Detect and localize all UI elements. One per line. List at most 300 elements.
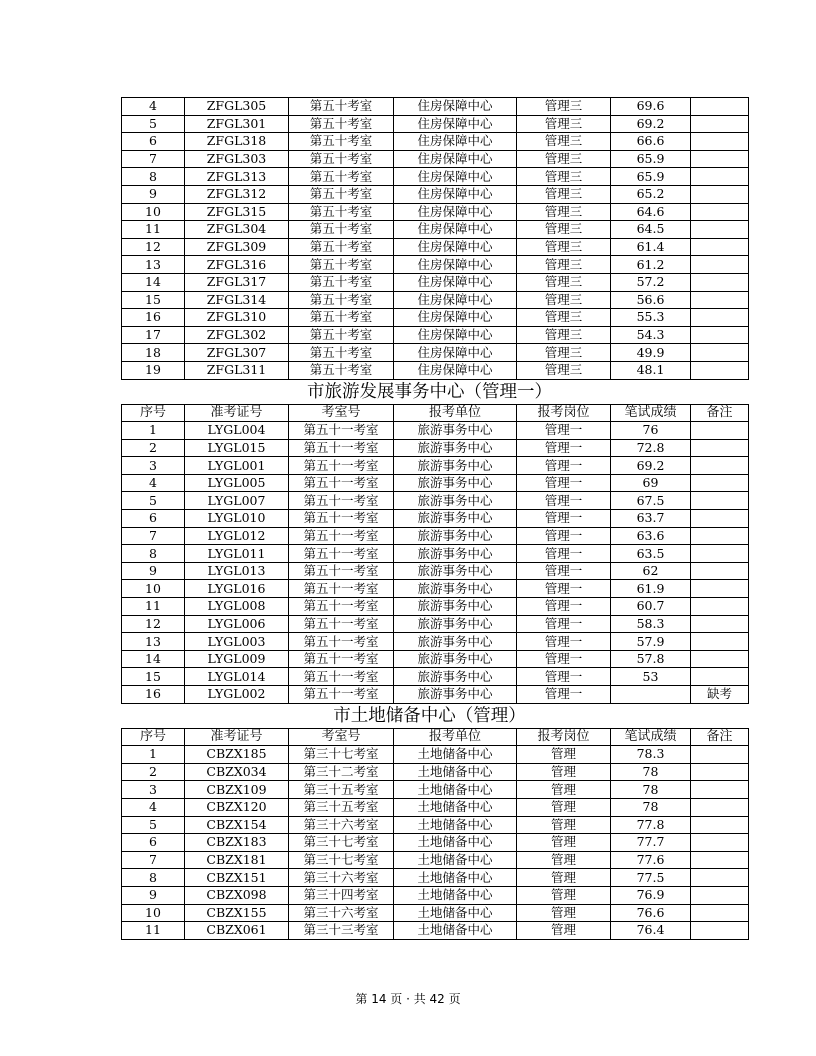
table-cell: 第五十一考室 <box>289 527 394 545</box>
table-cell: LYGL007 <box>185 492 289 510</box>
table-cell: 57.2 <box>611 273 691 291</box>
section-title: 市土地储备中心（管理） <box>333 705 526 726</box>
table-row <box>122 238 749 256</box>
table-cell <box>691 492 749 510</box>
table-cell: 旅游事务中心 <box>394 562 517 580</box>
table-cell: 78 <box>611 798 691 816</box>
table-cell: CBZX154 <box>185 816 289 834</box>
table-cell <box>691 886 749 904</box>
table-cell: 旅游事务中心 <box>394 615 517 633</box>
table-row <box>122 922 749 940</box>
table-cell: 5 <box>122 115 185 133</box>
table-cell: 管理一 <box>517 422 611 440</box>
table-cell: ZFGL304 <box>185 221 289 239</box>
table-row <box>122 439 749 457</box>
table-cell: 旅游事务中心 <box>394 686 517 704</box>
table-cell: 第五十考室 <box>289 326 394 344</box>
table-cell: 64.5 <box>611 221 691 239</box>
table-cell: 管理 <box>517 798 611 816</box>
table-cell: 管理 <box>517 851 611 869</box>
table-cell: 管理一 <box>517 615 611 633</box>
column-header: 笔试成绩 <box>611 404 691 422</box>
table-row <box>122 834 749 852</box>
table-cell <box>691 150 749 168</box>
table-cell: 住房保障中心 <box>394 309 517 327</box>
column-header: 报考岗位 <box>517 404 611 422</box>
table-cell: 管理三 <box>517 273 611 291</box>
table-cell: 第五十一考室 <box>289 439 394 457</box>
table-cell: 11 <box>122 221 185 239</box>
table-cell: 土地储备中心 <box>394 816 517 834</box>
table-cell: 管理三 <box>517 221 611 239</box>
table-cell: 56.6 <box>611 291 691 309</box>
table-row <box>122 763 749 781</box>
table-cell: 55.3 <box>611 309 691 327</box>
table-row <box>122 562 749 580</box>
table-cell: LYGL010 <box>185 510 289 528</box>
table-cell <box>691 168 749 186</box>
table-cell <box>691 851 749 869</box>
table-cell: 63.7 <box>611 510 691 528</box>
table-cell: 管理 <box>517 904 611 922</box>
document-page <box>121 97 738 940</box>
table-cell: 61.2 <box>611 256 691 274</box>
table-cell: 7 <box>122 150 185 168</box>
table-cell: 16 <box>122 686 185 704</box>
table-row <box>122 115 749 133</box>
table-cell <box>691 422 749 440</box>
table-cell: 2 <box>122 763 185 781</box>
table-cell: LYGL012 <box>185 527 289 545</box>
table-cell: 住房保障中心 <box>394 221 517 239</box>
score-table <box>121 97 749 380</box>
table-cell: 第三十七考室 <box>289 746 394 764</box>
table-cell: CBZX155 <box>185 904 289 922</box>
table-cell: 7 <box>122 527 185 545</box>
table-cell <box>691 562 749 580</box>
table-cell: 65.9 <box>611 150 691 168</box>
table-row <box>122 150 749 168</box>
table-cell: LYGL008 <box>185 598 289 616</box>
table-cell: 旅游事务中心 <box>394 598 517 616</box>
table-cell: 管理一 <box>517 527 611 545</box>
table-cell <box>691 834 749 852</box>
table-cell: LYGL009 <box>185 650 289 668</box>
table-cell: 18 <box>122 344 185 362</box>
table-cell: 住房保障中心 <box>394 150 517 168</box>
table-cell: 7 <box>122 851 185 869</box>
table-cell: 土地储备中心 <box>394 834 517 852</box>
table-header-row <box>122 728 749 746</box>
table-cell: 住房保障中心 <box>394 291 517 309</box>
table-cell: 住房保障中心 <box>394 203 517 221</box>
table-cell: 住房保障中心 <box>394 344 517 362</box>
table-cell: 土地储备中心 <box>394 763 517 781</box>
table-row <box>122 816 749 834</box>
page-footer: 第 14 页 · 共 42 页 <box>355 992 461 1006</box>
table-cell: 管理一 <box>517 474 611 492</box>
table-row <box>122 221 749 239</box>
table-cell: 49.9 <box>611 344 691 362</box>
table-cell: 管理三 <box>517 168 611 186</box>
table-cell: 第五十一考室 <box>289 598 394 616</box>
table-cell: LYGL011 <box>185 545 289 563</box>
table-cell: 11 <box>122 598 185 616</box>
table-row <box>122 746 749 764</box>
table-cell: ZFGL305 <box>185 98 289 116</box>
table-cell: 6 <box>122 834 185 852</box>
table-cell: CBZX120 <box>185 798 289 816</box>
table-cell: ZFGL317 <box>185 273 289 291</box>
table-cell: 6 <box>122 133 185 151</box>
table-cell: 住房保障中心 <box>394 168 517 186</box>
table-cell: 住房保障中心 <box>394 273 517 291</box>
table-cell: 第五十考室 <box>289 98 394 116</box>
table-cell: 第五十一考室 <box>289 422 394 440</box>
table-cell <box>691 615 749 633</box>
table-cell: ZFGL310 <box>185 309 289 327</box>
table-row <box>122 457 749 475</box>
table-cell: 管理三 <box>517 238 611 256</box>
table-cell: 旅游事务中心 <box>394 492 517 510</box>
table-cell: 第五十一考室 <box>289 457 394 475</box>
table-cell: 76.9 <box>611 886 691 904</box>
table-cell: 土地储备中心 <box>394 798 517 816</box>
table-cell: 78 <box>611 763 691 781</box>
table-cell: 第五十考室 <box>289 203 394 221</box>
table-cell: 53 <box>611 668 691 686</box>
table-cell: 17 <box>122 326 185 344</box>
table-cell: 6 <box>122 510 185 528</box>
table-cell: 管理三 <box>517 361 611 379</box>
table-cell: 缺考 <box>691 686 749 704</box>
table-cell <box>691 221 749 239</box>
table-cell: 54.3 <box>611 326 691 344</box>
table-cell: 第五十考室 <box>289 150 394 168</box>
table-cell: 第五十考室 <box>289 361 394 379</box>
table-cell <box>691 668 749 686</box>
table-cell: 旅游事务中心 <box>394 474 517 492</box>
score-table <box>121 404 749 704</box>
table-cell: ZFGL309 <box>185 238 289 256</box>
table-cell: 77.7 <box>611 834 691 852</box>
table-cell: LYGL006 <box>185 615 289 633</box>
table-cell <box>691 439 749 457</box>
table-cell: 第三十六考室 <box>289 816 394 834</box>
table-cell <box>691 133 749 151</box>
table-row <box>122 668 749 686</box>
table-cell: 1 <box>122 746 185 764</box>
table-cell: 第三十五考室 <box>289 781 394 799</box>
table-row <box>122 580 749 598</box>
table-row <box>122 904 749 922</box>
table-cell: 19 <box>122 361 185 379</box>
table-cell: 63.5 <box>611 545 691 563</box>
table-cell <box>691 781 749 799</box>
table-cell <box>691 256 749 274</box>
column-header: 报考单位 <box>394 728 517 746</box>
table-cell: 10 <box>122 203 185 221</box>
table-cell <box>691 361 749 379</box>
table-cell: CBZX109 <box>185 781 289 799</box>
table-cell: 管理三 <box>517 185 611 203</box>
score-table <box>121 728 749 940</box>
table-cell: 9 <box>122 562 185 580</box>
table-cell <box>691 798 749 816</box>
table-cell: 58.3 <box>611 615 691 633</box>
table-row <box>122 886 749 904</box>
table-cell: 77.6 <box>611 851 691 869</box>
table-row <box>122 650 749 668</box>
column-header: 考室号 <box>289 404 394 422</box>
table-cell: 64.6 <box>611 203 691 221</box>
table-cell <box>691 510 749 528</box>
table-row <box>122 256 749 274</box>
table-row <box>122 686 749 704</box>
table-cell: LYGL013 <box>185 562 289 580</box>
table-cell: ZFGL301 <box>185 115 289 133</box>
table-cell: 管理三 <box>517 150 611 168</box>
table-cell: 62 <box>611 562 691 580</box>
table-cell: 16 <box>122 309 185 327</box>
table-cell: ZFGL303 <box>185 150 289 168</box>
table-row <box>122 633 749 651</box>
table-cell: 管理三 <box>517 344 611 362</box>
table-cell: 3 <box>122 781 185 799</box>
table-cell: LYGL004 <box>185 422 289 440</box>
table-cell: 9 <box>122 185 185 203</box>
table-cell: 住房保障中心 <box>394 98 517 116</box>
table-row <box>122 168 749 186</box>
table-cell: 69.2 <box>611 457 691 475</box>
table-cell: 管理三 <box>517 133 611 151</box>
table-cell: 旅游事务中心 <box>394 422 517 440</box>
table-cell: 旅游事务中心 <box>394 580 517 598</box>
table-cell: 72.8 <box>611 439 691 457</box>
table-cell: LYGL014 <box>185 668 289 686</box>
table-cell: 5 <box>122 816 185 834</box>
table-row <box>122 527 749 545</box>
table-cell <box>691 580 749 598</box>
table-cell: 78 <box>611 781 691 799</box>
table-cell: 管理一 <box>517 439 611 457</box>
table-row <box>122 422 749 440</box>
table-cell: 第五十一考室 <box>289 633 394 651</box>
table-cell: 9 <box>122 886 185 904</box>
table-cell: 第五十一考室 <box>289 474 394 492</box>
table-cell: 第五十考室 <box>289 221 394 239</box>
table-row <box>122 98 749 116</box>
table-cell <box>691 763 749 781</box>
table-cell: CBZX034 <box>185 763 289 781</box>
table-cell <box>691 185 749 203</box>
table-row <box>122 781 749 799</box>
table-cell: 61.9 <box>611 580 691 598</box>
table-cell: CBZX185 <box>185 746 289 764</box>
table-cell: CBZX061 <box>185 922 289 940</box>
table-cell <box>691 545 749 563</box>
table-cell: 第五十一考室 <box>289 545 394 563</box>
table-row <box>122 598 749 616</box>
table-cell <box>691 746 749 764</box>
table-cell: 48.1 <box>611 361 691 379</box>
table-cell: 住房保障中心 <box>394 133 517 151</box>
table-cell: 住房保障中心 <box>394 185 517 203</box>
table-cell: 旅游事务中心 <box>394 457 517 475</box>
table-cell: 77.8 <box>611 816 691 834</box>
table-cell: 住房保障中心 <box>394 361 517 379</box>
table-cell: 13 <box>122 256 185 274</box>
table-cell: 第五十一考室 <box>289 492 394 510</box>
table-cell: 69.6 <box>611 98 691 116</box>
table-cell: ZFGL315 <box>185 203 289 221</box>
table-cell: 14 <box>122 273 185 291</box>
table-cell: 管理一 <box>517 457 611 475</box>
table-cell <box>691 633 749 651</box>
table-cell: 2 <box>122 439 185 457</box>
table-cell: 管理一 <box>517 545 611 563</box>
table-cell: ZFGL318 <box>185 133 289 151</box>
table-cell: 旅游事务中心 <box>394 633 517 651</box>
table-cell: ZFGL311 <box>185 361 289 379</box>
table-cell: 管理一 <box>517 668 611 686</box>
table-cell: 第五十一考室 <box>289 686 394 704</box>
table-cell <box>691 238 749 256</box>
table-cell: 8 <box>122 168 185 186</box>
table-cell: ZFGL302 <box>185 326 289 344</box>
table-cell: 第三十六考室 <box>289 869 394 887</box>
table-cell: 10 <box>122 580 185 598</box>
table-cell: 57.8 <box>611 650 691 668</box>
table-cell: 第五十考室 <box>289 309 394 327</box>
table-cell <box>691 598 749 616</box>
table-cell: 第三十三考室 <box>289 922 394 940</box>
table-cell: 78.3 <box>611 746 691 764</box>
column-header: 笔试成绩 <box>611 728 691 746</box>
table-cell: 第五十一考室 <box>289 615 394 633</box>
table-cell: CBZX098 <box>185 886 289 904</box>
table-cell: 土地储备中心 <box>394 746 517 764</box>
table-cell: 60.7 <box>611 598 691 616</box>
table-cell: 76.4 <box>611 922 691 940</box>
table-cell: 管理 <box>517 869 611 887</box>
table-cell: 管理 <box>517 746 611 764</box>
table-cell: ZFGL312 <box>185 185 289 203</box>
table-cell: ZFGL314 <box>185 291 289 309</box>
table-cell <box>691 922 749 940</box>
table-cell: 第五十一考室 <box>289 510 394 528</box>
table-cell: 管理 <box>517 781 611 799</box>
table-cell: 住房保障中心 <box>394 115 517 133</box>
table-cell: 旅游事务中心 <box>394 527 517 545</box>
table-cell <box>691 273 749 291</box>
table-header-row <box>122 404 749 422</box>
table-cell: LYGL016 <box>185 580 289 598</box>
table-cell: 旅游事务中心 <box>394 650 517 668</box>
table-cell: 管理三 <box>517 203 611 221</box>
table-row <box>122 510 749 528</box>
table-cell: 管理一 <box>517 650 611 668</box>
table-cell: 第五十考室 <box>289 344 394 362</box>
table-cell: 第三十四考室 <box>289 886 394 904</box>
table-cell: 第五十一考室 <box>289 668 394 686</box>
table-cell: 11 <box>122 922 185 940</box>
table-row <box>122 615 749 633</box>
table-row <box>122 291 749 309</box>
table-cell: 土地储备中心 <box>394 904 517 922</box>
table-cell: 土地储备中心 <box>394 869 517 887</box>
table-cell: 第五十一考室 <box>289 580 394 598</box>
column-header: 准考证号 <box>185 404 289 422</box>
table-cell <box>691 326 749 344</box>
table-cell: 管理一 <box>517 686 611 704</box>
table-cell: 住房保障中心 <box>394 256 517 274</box>
table-cell: 63.6 <box>611 527 691 545</box>
table-cell: 12 <box>122 615 185 633</box>
table-cell: 第五十考室 <box>289 115 394 133</box>
table-cell: 76 <box>611 422 691 440</box>
table-cell: 3 <box>122 457 185 475</box>
section-title: 市旅游发展事务中心（管理一） <box>307 381 552 402</box>
table-row <box>122 361 749 379</box>
table-cell: 管理三 <box>517 115 611 133</box>
table-cell <box>691 816 749 834</box>
table-cell: 1 <box>122 422 185 440</box>
table-row <box>122 344 749 362</box>
table-cell: 第三十二考室 <box>289 763 394 781</box>
column-header: 序号 <box>122 728 185 746</box>
table-row <box>122 185 749 203</box>
table-cell: LYGL003 <box>185 633 289 651</box>
table-cell: 12 <box>122 238 185 256</box>
table-cell: 管理一 <box>517 510 611 528</box>
table-cell: 69.2 <box>611 115 691 133</box>
table-cell: 旅游事务中心 <box>394 545 517 563</box>
table-cell: 第五十考室 <box>289 168 394 186</box>
table-cell: 第五十一考室 <box>289 562 394 580</box>
table-cell: 土地储备中心 <box>394 781 517 799</box>
table-cell: 4 <box>122 474 185 492</box>
table-cell <box>691 98 749 116</box>
table-cell: ZFGL307 <box>185 344 289 362</box>
table-cell: 4 <box>122 798 185 816</box>
table-row <box>122 326 749 344</box>
table-cell: 第五十考室 <box>289 133 394 151</box>
table-cell: 管理三 <box>517 326 611 344</box>
table-row <box>122 492 749 510</box>
table-cell <box>691 474 749 492</box>
table-cell: 管理一 <box>517 562 611 580</box>
table-cell: 第三十六考室 <box>289 904 394 922</box>
table-cell: CBZX181 <box>185 851 289 869</box>
table-cell <box>691 869 749 887</box>
table-cell: ZFGL316 <box>185 256 289 274</box>
column-header: 备注 <box>691 404 749 422</box>
table-cell <box>691 115 749 133</box>
table-cell: 第五十考室 <box>289 238 394 256</box>
table-cell <box>691 344 749 362</box>
table-cell: 57.9 <box>611 633 691 651</box>
table-cell: 旅游事务中心 <box>394 510 517 528</box>
table-row <box>122 851 749 869</box>
table-cell: LYGL001 <box>185 457 289 475</box>
table-cell: 旅游事务中心 <box>394 668 517 686</box>
column-header: 序号 <box>122 404 185 422</box>
table-cell: 第三十七考室 <box>289 851 394 869</box>
table-row <box>122 869 749 887</box>
table-cell: 管理 <box>517 834 611 852</box>
table-cell: 10 <box>122 904 185 922</box>
